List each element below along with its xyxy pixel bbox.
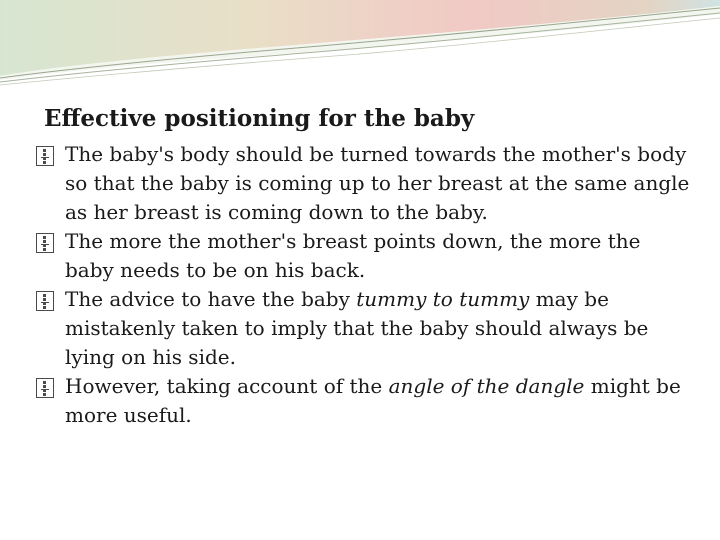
missing-glyph-icon (36, 233, 54, 253)
bullet-item-2 (35, 227, 695, 285)
missing-glyph-icon (36, 146, 54, 166)
bullet-text-start: The advice to have the baby (65, 287, 357, 311)
bullet-text: The baby's body should be turned towards the mother's body so that the baby is coming up to her breast at the same angle as her breast is coming down to the baby. (65, 142, 690, 224)
bullet-text-start: However, taking account of the (65, 374, 389, 398)
bullet-text: The more the mother's breast points down, the more the baby needs to be on his back. (65, 229, 641, 282)
header-wave-decoration (0, 0, 720, 90)
bullet-emphasis: tummy to tummy (356, 287, 530, 311)
bullet-text-end: might be more useful. (65, 374, 681, 427)
bullet-item-4 (35, 372, 695, 430)
bullet-list (35, 140, 695, 430)
bullet-text-end: may be mistakenly taken to imply that the baby should always be lying on his side. (65, 287, 649, 369)
bullet-item-1 (35, 140, 695, 227)
bullet-item-3 (35, 285, 695, 372)
bullet-emphasis: angle of the dangle (388, 374, 585, 398)
slide-title: Effective positioning for the baby (44, 105, 475, 132)
missing-glyph-icon (36, 378, 54, 398)
missing-glyph-icon (36, 291, 54, 311)
